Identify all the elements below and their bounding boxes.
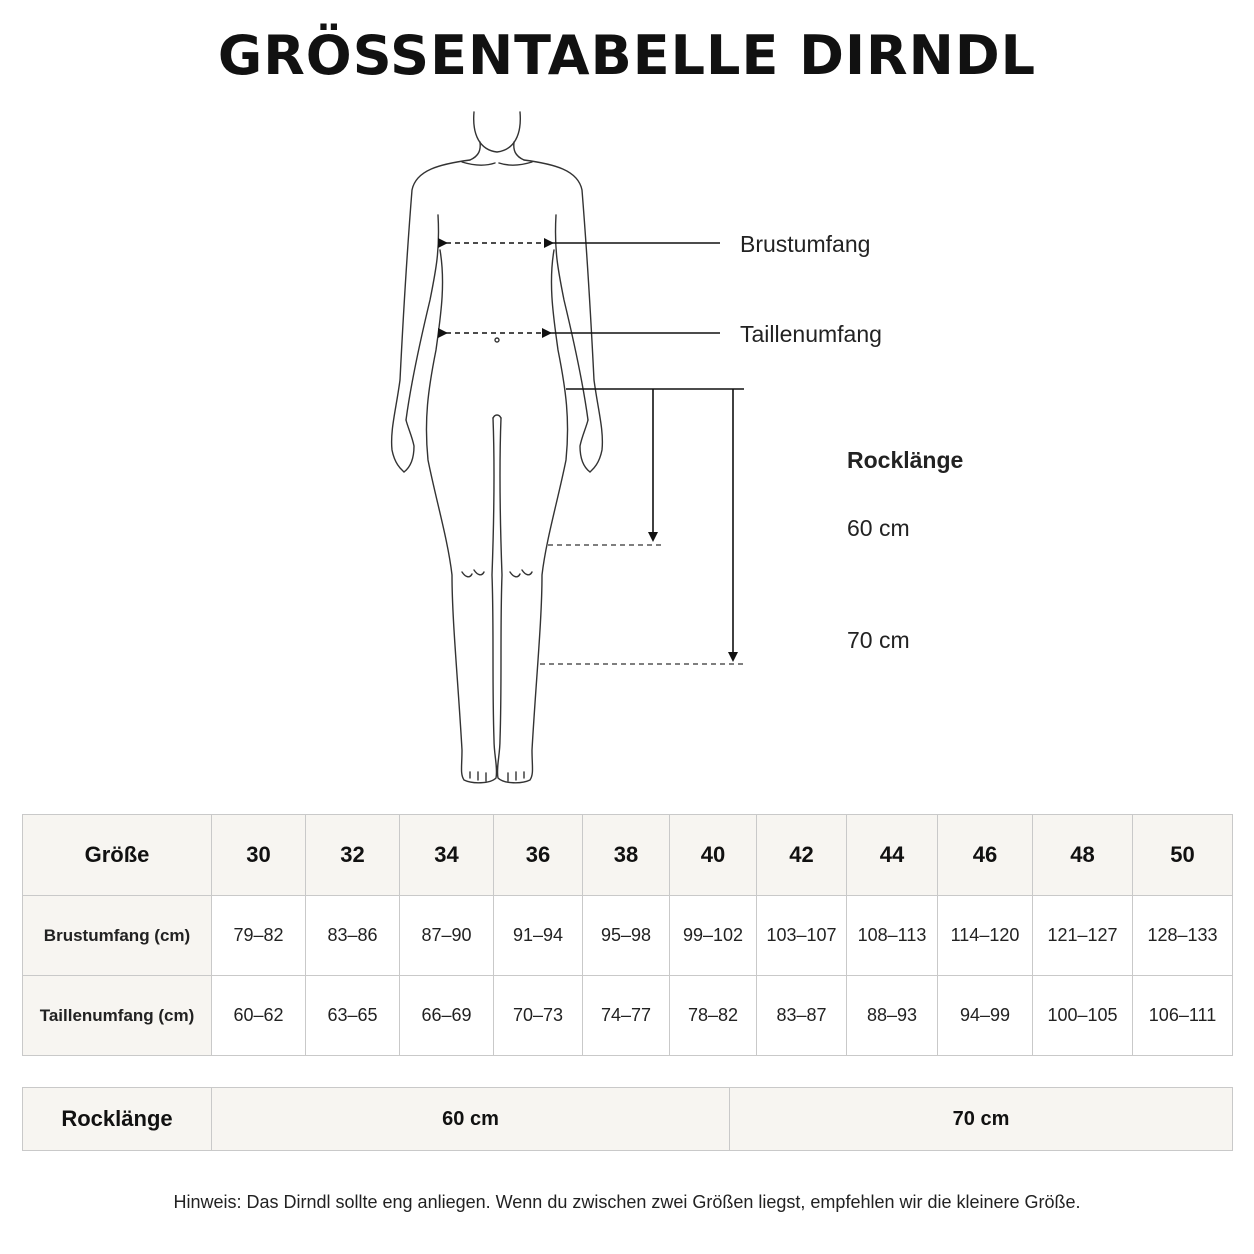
table-cell: 87–90 bbox=[400, 896, 494, 976]
table-cell: 88–93 bbox=[847, 976, 938, 1056]
skirt-length-table bbox=[22, 1087, 1233, 1151]
size-header-cell: 30 bbox=[212, 815, 306, 896]
size-header-cell: 36 bbox=[494, 815, 583, 896]
table-cell: 108–113 bbox=[847, 896, 938, 976]
skirt-table-cell: 70 cm bbox=[730, 1088, 1233, 1151]
row-label: Brustumfang (cm) bbox=[23, 896, 212, 976]
table-cell: 66–69 bbox=[400, 976, 494, 1056]
table-cell: 103–107 bbox=[757, 896, 847, 976]
table-cell: 78–82 bbox=[670, 976, 757, 1056]
skirt-length-row bbox=[23, 1088, 1233, 1151]
skirt-table-label: Rocklänge bbox=[23, 1088, 212, 1151]
size-header-label: Größe bbox=[23, 815, 212, 896]
row-label: Taillenumfang (cm) bbox=[23, 976, 212, 1056]
table-cell: 121–127 bbox=[1033, 896, 1133, 976]
waist-label: Taillenumfang bbox=[740, 321, 882, 347]
table-cell: 95–98 bbox=[583, 896, 670, 976]
table-cell: 128–133 bbox=[1133, 896, 1233, 976]
bust-row bbox=[23, 896, 1233, 976]
table-cell: 79–82 bbox=[212, 896, 306, 976]
table-cell: 70–73 bbox=[494, 976, 583, 1056]
page-title: GRÖSSENTABELLE DIRNDL bbox=[217, 24, 1037, 87]
table-cell: 91–94 bbox=[494, 896, 583, 976]
body-outline bbox=[392, 112, 603, 783]
skirt-length-long-label: 70 cm bbox=[847, 627, 910, 653]
size-header-cell: 34 bbox=[400, 815, 494, 896]
table-cell: 114–120 bbox=[938, 896, 1033, 976]
fit-note: Hinweis: Das Dirndl sollte eng anliegen. Wenn du zwischen zwei Größen liegst, empfehlen wir die kleinere Größe. bbox=[173, 1192, 1081, 1212]
size-header-cell: 44 bbox=[847, 815, 938, 896]
waist-row bbox=[23, 976, 1233, 1056]
size-table-header-row bbox=[23, 815, 1233, 896]
size-header-cell: 40 bbox=[670, 815, 757, 896]
table-cell: 99–102 bbox=[670, 896, 757, 976]
skirt-length-label: Rocklänge bbox=[847, 447, 964, 473]
size-header-cell: 42 bbox=[757, 815, 847, 896]
skirt-length-short-label: 60 cm bbox=[847, 515, 910, 541]
skirt-length-measure bbox=[540, 389, 744, 664]
skirt-table-cell: 60 cm bbox=[212, 1088, 730, 1151]
size-header-cell: 46 bbox=[938, 815, 1033, 896]
table-cell: 60–62 bbox=[212, 976, 306, 1056]
table-cell: 74–77 bbox=[583, 976, 670, 1056]
table-cell: 63–65 bbox=[306, 976, 400, 1056]
table-cell: 83–86 bbox=[306, 896, 400, 976]
size-header-cell: 48 bbox=[1033, 815, 1133, 896]
table-cell: 83–87 bbox=[757, 976, 847, 1056]
size-header-cell: 38 bbox=[583, 815, 670, 896]
table-cell: 94–99 bbox=[938, 976, 1033, 1056]
bust-label: Brustumfang bbox=[740, 231, 871, 257]
table-cell: 100–105 bbox=[1033, 976, 1133, 1056]
size-header-cell: 32 bbox=[306, 815, 400, 896]
size-header-cell: 50 bbox=[1133, 815, 1233, 896]
table-cell: 106–111 bbox=[1133, 976, 1233, 1056]
size-table bbox=[22, 814, 1233, 1056]
